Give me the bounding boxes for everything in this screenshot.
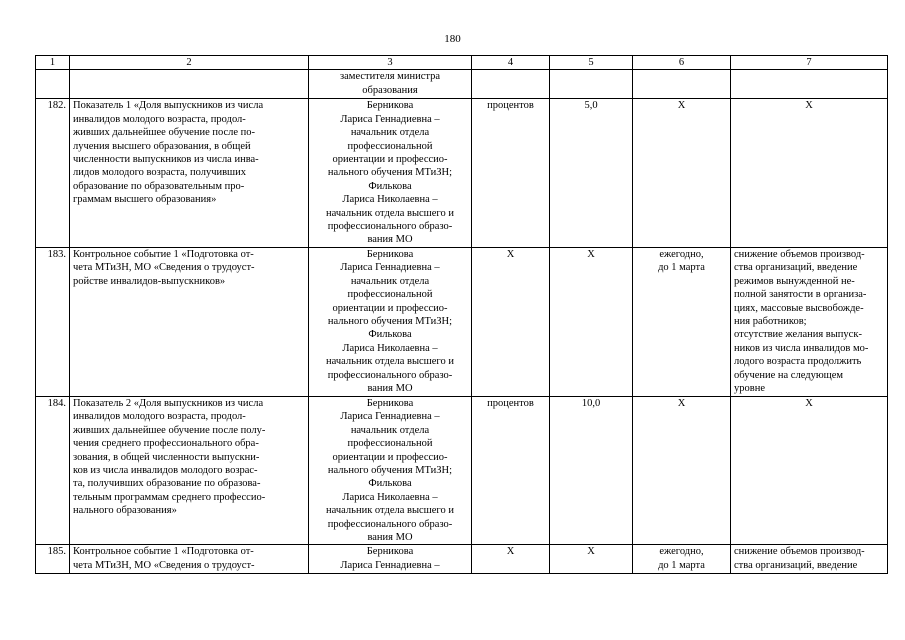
- column-header-1: 1: [36, 56, 70, 70]
- row-number: 182.: [36, 99, 70, 247]
- row-value: 5,0: [550, 99, 633, 247]
- row-deadline: ежегодно, до 1 марта: [633, 545, 731, 574]
- row-number: 184.: [36, 396, 70, 544]
- column-header-4: 4: [472, 56, 550, 70]
- row-deadline: Х: [633, 396, 731, 544]
- document-table: [35, 55, 888, 574]
- row-unit: Х: [472, 545, 550, 574]
- row-unit: процентов: [472, 99, 550, 247]
- row-number: [36, 70, 70, 99]
- row-unit: Х: [472, 247, 550, 396]
- row-indicator: Контрольное событие 1 «Подготовка от- чета МТиЗН, МО «Сведения о трудоуст-: [70, 545, 309, 574]
- row-value: 10,0: [550, 396, 633, 544]
- row-indicator: [70, 70, 309, 99]
- table-row: [36, 99, 888, 247]
- row-deadline: ежегодно, до 1 марта: [633, 247, 731, 396]
- table-row: [36, 396, 888, 544]
- row-number: 183.: [36, 247, 70, 396]
- table-row: [36, 247, 888, 396]
- row-risks: снижение объемов производ- ства организаций, введение: [731, 545, 888, 574]
- column-header-6: 6: [633, 56, 731, 70]
- table-row: [36, 545, 888, 574]
- table-row: [36, 70, 888, 99]
- row-value: Х: [550, 545, 633, 574]
- row-deadline: Х: [633, 99, 731, 247]
- row-value: [550, 70, 633, 99]
- column-header-5: 5: [550, 56, 633, 70]
- row-responsible: заместителя министра образования: [309, 70, 472, 99]
- row-deadline: [633, 70, 731, 99]
- row-unit: процентов: [472, 396, 550, 544]
- row-risks: [731, 70, 888, 99]
- column-header-2: 2: [70, 56, 309, 70]
- row-responsible: Берникова Лариса Геннадиевна –: [309, 545, 472, 574]
- row-risks: Х: [731, 396, 888, 544]
- column-header-7: 7: [731, 56, 888, 70]
- column-number-row: [36, 56, 888, 70]
- row-indicator: Показатель 2 «Доля выпускников из числа инвалидов молодого возраста, продол- живших дальнейшее обучение после полу- чения среднего профессионального обра- зования, в общей численности выпускни- ков из числа инвалидов молодого возрас- та, получивших образование по образова- тельным программам среднего профессио- нального образования»: [70, 396, 309, 544]
- row-responsible: Берникова Лариса Геннадиевна – начальник отдела профессиональной ориентации и профессио- нального обучения МТиЗН; Филькова Лариса Николаевна – начальник отдела высшего и профессионального образо- вания МО: [309, 247, 472, 396]
- row-indicator: Контрольное событие 1 «Подготовка от- чета МТиЗН, МО «Сведения о трудоуст- ройстве инвалидов-выпускников»: [70, 247, 309, 396]
- row-value: Х: [550, 247, 633, 396]
- row-risks: снижение объемов производ- ства организаций, введение режимов вынужденной не- полной занятости в организа- циях, массовые высвобожде- ния работников; отсутствие желания выпуск- ников из числа инвалидов мо- лодого возраста продолжить обучение на следующем уровне: [731, 247, 888, 396]
- row-risks: Х: [731, 99, 888, 247]
- row-responsible: Берникова Лариса Геннадиевна – начальник отдела профессиональной ориентации и профессио- нального обучения МТиЗН; Филькова Лариса Николаевна – начальник отдела высшего и профессионального образо- вания МО: [309, 396, 472, 544]
- page-number: 180: [444, 33, 461, 45]
- row-number: 185.: [36, 545, 70, 574]
- row-responsible: Берникова Лариса Геннадиевна – начальник отдела профессиональной ориентации и профессио- нального обучения МТиЗН; Филькова Лариса Николаевна – начальник отдела высшего и профессионального образо- вания МО: [309, 99, 472, 247]
- column-header-3: 3: [309, 56, 472, 70]
- row-indicator: Показатель 1 «Доля выпускников из числа инвалидов молодого возраста, продол- живших дальнейшее обучение после по- лучения высшего образования, в общей численности выпускников из числа инва- лидов молодого возраста, получивших образование по образовательным про- граммам высшего образования»: [70, 99, 309, 247]
- row-unit: [472, 70, 550, 99]
